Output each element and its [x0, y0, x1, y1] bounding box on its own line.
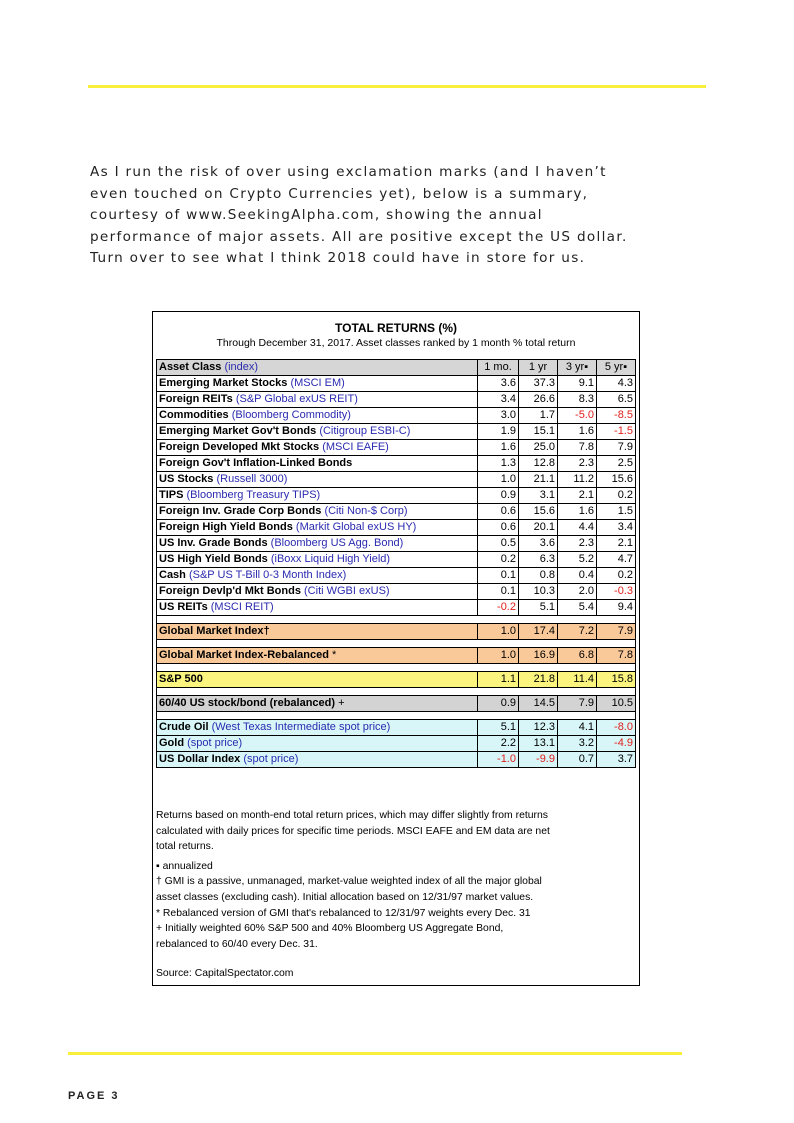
index-name: (iBoxx Liquid High Yield) [270, 553, 391, 565]
table-row [157, 488, 636, 504]
header-asset-cell [157, 360, 478, 376]
column-header: 5 yr▪ [597, 360, 636, 376]
value-cell: 1.0 [478, 648, 519, 664]
asset-name: Foreign Devlp'd Mkt Bonds [159, 585, 301, 597]
table-row [157, 600, 636, 616]
intro-line: even touched on Crypto Currencies yet), below is a summary, [90, 185, 589, 202]
commodity-row [157, 736, 636, 752]
intro-line: As I run the risk of over using exclamation marks (and I haven’t [90, 164, 607, 180]
value-cell: 0.1 [478, 584, 519, 600]
note-line: total returns. [156, 841, 214, 853]
value-cell: 1.5 [597, 504, 636, 520]
asset-name: US High Yield Bonds [159, 553, 268, 565]
table-row [157, 440, 636, 456]
asset-cell [157, 584, 478, 600]
value-cell: 0.6 [478, 504, 519, 520]
value-cell: 2.2 [478, 736, 519, 752]
asset-name: Global Market Index-Rebalanced [159, 649, 329, 661]
value-cell: 0.8 [519, 568, 558, 584]
index-name: (S&P US T-Bill 0-3 Month Index) [188, 569, 347, 581]
table-row [157, 520, 636, 536]
value-cell: 2.1 [597, 536, 636, 552]
index-name: (MSCI EAFE) [322, 441, 389, 453]
value-cell: 5.1 [519, 600, 558, 616]
asset-name: US Dollar Index [159, 753, 241, 765]
footnote-line: + Initially weighted 60% S&P 500 and 40% Bloomberg US Aggregate Bond, [156, 923, 504, 935]
value-cell: 1.6 [558, 504, 597, 520]
value-cell: 11.4 [558, 672, 597, 688]
asset-name: US Inv. Grade Bonds [159, 537, 268, 549]
value-cell: 6.3 [519, 552, 558, 568]
value-cell: 15.6 [597, 472, 636, 488]
intro-line: performance of major assets. All are positive except the US dollar. [90, 228, 628, 245]
value-cell: 7.9 [597, 624, 636, 640]
asset-name: Commodities [159, 409, 229, 421]
value-cell: 25.0 [519, 440, 558, 456]
value-cell: 12.3 [519, 720, 558, 736]
table-row [157, 472, 636, 488]
asset-cell [157, 504, 478, 520]
source-line: Source: CapitalSpectator.com [156, 968, 294, 980]
value-cell: 1.3 [478, 456, 519, 472]
bottom-divider [68, 1052, 682, 1055]
intro-line: Turn over to see what I think 2018 could have in store for us. [90, 250, 586, 266]
column-header: 3 yr▪ [558, 360, 597, 376]
value-cell: 5.4 [558, 600, 597, 616]
value-cell: 5.1 [478, 720, 519, 736]
asset-cell [157, 552, 478, 568]
asset-cell [157, 456, 478, 472]
value-cell: 3.1 [519, 488, 558, 504]
value-cell: 0.1 [478, 568, 519, 584]
asset-name: Global Market Index† [159, 625, 270, 637]
value-cell: 1.0 [478, 624, 519, 640]
value-cell: 17.4 [519, 624, 558, 640]
value-cell: 3.2 [558, 736, 597, 752]
asset-name: US REITs [159, 601, 208, 613]
table-row [157, 376, 636, 392]
intro-paragraph [90, 162, 710, 270]
returns-table [156, 359, 636, 768]
value-cell: 5.2 [558, 552, 597, 568]
index-name: (Citigroup ESBI-C) [319, 425, 411, 437]
value-cell: 2.0 [558, 584, 597, 600]
value-cell: 6.8 [558, 648, 597, 664]
asset-name: Cash [159, 569, 186, 581]
asset-cell [157, 624, 478, 640]
asset-cell [157, 568, 478, 584]
value-cell: 10.3 [519, 584, 558, 600]
table-row [157, 536, 636, 552]
value-cell: 3.4 [478, 392, 519, 408]
value-cell: 15.6 [519, 504, 558, 520]
spacer-row [157, 664, 636, 672]
footnote-line: asset classes (excluding cash). Initial allocation based on 12/31/97 market values. [156, 891, 534, 903]
note-line: calculated with daily prices for specific time periods. MSCI EAFE and EM data are net [156, 825, 550, 837]
index-name: (Bloomberg US Agg. Bond) [270, 537, 404, 549]
value-cell: 4.1 [558, 720, 597, 736]
table-row [157, 424, 636, 440]
asset-name: Emerging Market Gov't Bonds [159, 425, 317, 437]
value-cell: 37.3 [519, 376, 558, 392]
footnote-mark: + [335, 697, 345, 709]
value-cell: 7.8 [558, 440, 597, 456]
value-cell: 4.3 [597, 376, 636, 392]
asset-cell [157, 424, 478, 440]
footnote-mark: * [328, 649, 337, 661]
value-cell: 11.2 [558, 472, 597, 488]
index-name: (Bloomberg Treasury TIPS) [186, 489, 321, 501]
value-cell: 20.1 [519, 520, 558, 536]
value-cell: 2.5 [597, 456, 636, 472]
value-cell: 6.5 [597, 392, 636, 408]
value-cell: 2.1 [558, 488, 597, 504]
commodity-row [157, 752, 636, 768]
value-cell: 0.6 [478, 520, 519, 536]
value-cell: -4.9 [597, 736, 636, 752]
value-cell: -5.0 [558, 408, 597, 424]
value-cell: 7.8 [597, 648, 636, 664]
value-cell: 1.9 [478, 424, 519, 440]
asset-cell [157, 720, 478, 736]
index-name: (S&P Global exUS REIT) [235, 393, 358, 405]
value-cell: 12.8 [519, 456, 558, 472]
value-cell: 0.9 [478, 696, 519, 712]
footnote-line: ▪ annualized [156, 860, 213, 872]
value-cell: -8.0 [597, 720, 636, 736]
value-cell: 16.9 [519, 648, 558, 664]
spacer-row [157, 616, 636, 624]
asset-name: S&P 500 [159, 673, 203, 685]
value-cell: -9.9 [519, 752, 558, 768]
value-cell: 7.2 [558, 624, 597, 640]
table-row [157, 408, 636, 424]
value-cell: 21.1 [519, 472, 558, 488]
value-cell: 9.1 [558, 376, 597, 392]
footnote-line: rebalanced to 60/40 every Dec. 31. [156, 938, 318, 950]
value-cell: 3.6 [478, 376, 519, 392]
index-name: (Citi WGBI exUS) [304, 585, 390, 597]
value-cell: 14.5 [519, 696, 558, 712]
value-cell: -8.5 [597, 408, 636, 424]
value-cell: 4.7 [597, 552, 636, 568]
asset-cell [157, 696, 478, 712]
asset-cell [157, 736, 478, 752]
value-cell: 2.3 [558, 456, 597, 472]
table-row [157, 568, 636, 584]
value-cell: 15.1 [519, 424, 558, 440]
value-cell: 0.4 [558, 568, 597, 584]
asset-cell [157, 600, 478, 616]
value-cell: 21.8 [519, 672, 558, 688]
index-name: (Citi Non-$ Corp) [324, 505, 408, 517]
value-cell: -0.2 [478, 600, 519, 616]
value-cell: 3.7 [597, 752, 636, 768]
top-divider [88, 85, 706, 88]
index-name: (MSCI REIT) [210, 601, 274, 613]
value-cell: 2.3 [558, 536, 597, 552]
asset-name: Foreign High Yield Bonds [159, 521, 293, 533]
value-cell: 3.4 [597, 520, 636, 536]
table-notes [156, 808, 634, 982]
asset-name: Foreign REITs [159, 393, 233, 405]
value-cell: 13.1 [519, 736, 558, 752]
note-line: Returns based on month-end total return prices, which may differ slightly from returns [156, 810, 548, 821]
asset-name: 60/40 US stock/bond (rebalanced) [159, 697, 336, 709]
asset-cell [157, 472, 478, 488]
value-cell: 0.7 [558, 752, 597, 768]
asset-cell [157, 536, 478, 552]
value-cell: 4.4 [558, 520, 597, 536]
table-row [157, 456, 636, 472]
value-cell: 9.4 [597, 600, 636, 616]
asset-cell [157, 520, 478, 536]
asset-cell [157, 440, 478, 456]
value-cell: 15.8 [597, 672, 636, 688]
asset-cell [157, 672, 478, 688]
value-cell: -0.3 [597, 584, 636, 600]
index-name: (MSCI EM) [290, 377, 345, 389]
value-cell: 1.7 [519, 408, 558, 424]
index-name: (Russell 3000) [216, 473, 288, 485]
spacer-row [157, 688, 636, 696]
index-name: (West Texas Intermediate spot price) [211, 721, 391, 733]
spacer-row [157, 640, 636, 648]
asset-name: Emerging Market Stocks [159, 377, 288, 389]
asset-cell [157, 488, 478, 504]
value-cell: 10.5 [597, 696, 636, 712]
value-cell: 3.6 [519, 536, 558, 552]
value-cell: 8.3 [558, 392, 597, 408]
value-cell: 3.0 [478, 408, 519, 424]
table-subtitle: Through December 31, 2017. Asset classes ranked by 1 month % total return [216, 337, 576, 349]
spacer-row [157, 712, 636, 720]
summary-row-gmi [157, 624, 636, 640]
footnote-line: † GMI is a passive, unmanaged, market-value weighted index of all the major global [156, 876, 542, 888]
value-cell: 0.2 [597, 568, 636, 584]
value-cell: 0.9 [478, 488, 519, 504]
asset-name: TIPS [159, 489, 184, 501]
index-name: (Bloomberg Commodity) [231, 409, 351, 421]
asset-name: Foreign Inv. Grade Corp Bonds [159, 505, 322, 517]
table-row [157, 584, 636, 600]
value-cell: 7.9 [597, 440, 636, 456]
header-row [157, 360, 636, 376]
intro-line: courtesy of www.SeekingAlpha.com, showing the annual [90, 207, 543, 223]
table-title: TOTAL RETURNS (%) [335, 321, 457, 335]
commodity-row [157, 720, 636, 736]
table-row [157, 552, 636, 568]
asset-cell [157, 752, 478, 768]
asset-name: Crude Oil [159, 721, 209, 733]
header-index-label: (index) [224, 361, 259, 373]
value-cell: 0.2 [478, 552, 519, 568]
asset-name: Foreign Developed Mkt Stocks [159, 441, 320, 453]
value-cell: 1.6 [478, 440, 519, 456]
value-cell: 26.6 [519, 392, 558, 408]
header-asset-label: Asset Class [159, 361, 222, 373]
asset-name: Gold [159, 737, 185, 749]
asset-cell [157, 408, 478, 424]
column-header: 1 mo. [478, 360, 519, 376]
value-cell: 0.2 [597, 488, 636, 504]
footnote-line: * Rebalanced version of GMI that's rebalanced to 12/31/97 weights every Dec. 31 [156, 907, 531, 919]
asset-cell [157, 392, 478, 408]
index-name: (spot price) [243, 753, 299, 765]
asset-name: Foreign Gov't Inflation-Linked Bonds [159, 457, 353, 469]
value-cell: 7.9 [558, 696, 597, 712]
index-name: (Markit Global exUS HY) [295, 521, 417, 533]
asset-name: US Stocks [159, 473, 214, 485]
returns-summary-figure [152, 311, 640, 986]
value-cell: 1.0 [478, 472, 519, 488]
table-row [157, 392, 636, 408]
summary-row-sixty-forty [157, 696, 636, 712]
summary-row-sp500 [157, 672, 636, 688]
value-cell: 1.6 [558, 424, 597, 440]
value-cell: 0.5 [478, 536, 519, 552]
value-cell: -1.0 [478, 752, 519, 768]
column-header: 1 yr [519, 360, 558, 376]
value-cell: -1.5 [597, 424, 636, 440]
value-cell: 1.1 [478, 672, 519, 688]
summary-row-gmi-rebal [157, 648, 636, 664]
asset-cell [157, 376, 478, 392]
table-row [157, 504, 636, 520]
page-number: PAGE 3 [68, 1090, 120, 1102]
asset-cell [157, 648, 478, 664]
index-name: (spot price) [187, 737, 243, 749]
